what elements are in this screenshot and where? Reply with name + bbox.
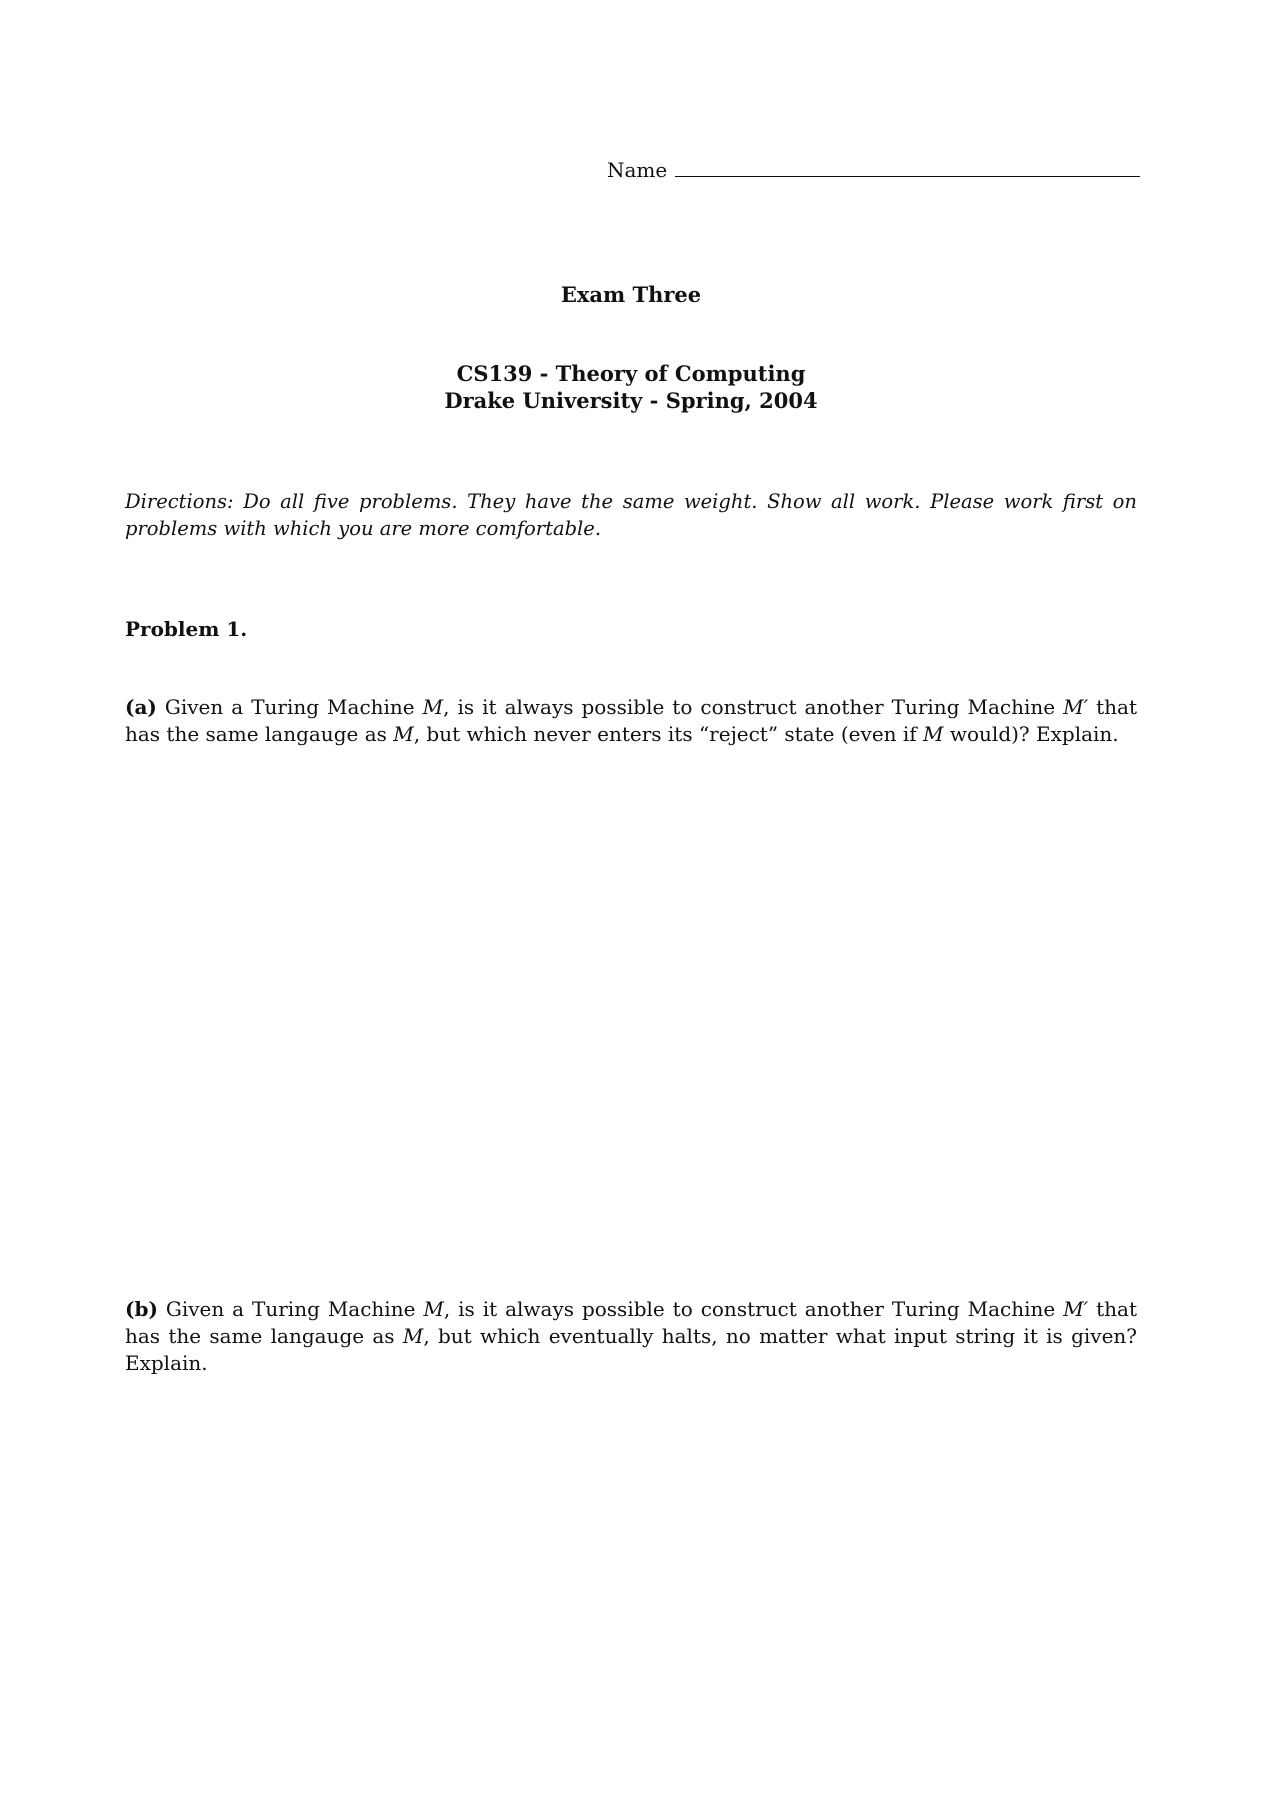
part-text: , but which never enters its “reject” state (even if xyxy=(413,722,924,746)
part-label: (a) xyxy=(125,695,157,719)
university-term: Drake University - Spring, 2004 xyxy=(444,388,818,413)
name-label: Name xyxy=(607,158,668,182)
math-symbol: M xyxy=(923,722,944,746)
math-symbol: M′ xyxy=(1063,1297,1089,1321)
math-symbol: M xyxy=(422,695,444,719)
course-name: CS139 - Theory of Computing xyxy=(456,361,806,386)
problem-part-a xyxy=(125,694,1137,748)
part-text: , is it always possible to construct another Turing Machine xyxy=(443,1297,1064,1321)
math-symbol: M xyxy=(393,722,414,746)
part-text: , is it always possible to construct another Turing Machine xyxy=(443,695,1064,719)
part-label: (b) xyxy=(125,1297,158,1321)
part-text: Given a Turing Machine xyxy=(157,1297,424,1321)
directions: Directions: Do all five problems. They have the same weight. Show all work. Please work first on problems with which you are more comfortable. xyxy=(125,490,1137,540)
course-info xyxy=(0,360,1262,414)
part-text: Given a Turing Machine xyxy=(156,695,423,719)
math-symbol: M xyxy=(423,1297,444,1321)
part-text: that has the same langauge as xyxy=(125,1297,1137,1348)
problem-heading: Problem 1. xyxy=(125,617,248,641)
part-text: would)? Explain. xyxy=(943,722,1119,746)
part-text: , but which eventually halts, no matter what input string it is given? Explain. xyxy=(125,1324,1138,1375)
name-blank-line xyxy=(675,175,1140,177)
exam-title: Exam Three xyxy=(560,282,702,307)
name-field xyxy=(607,158,1140,182)
part-text: that has the same langauge as xyxy=(125,695,1137,746)
math-symbol: M xyxy=(402,1324,424,1348)
problem-part-b xyxy=(125,1296,1137,1377)
math-symbol: M′ xyxy=(1063,695,1089,719)
